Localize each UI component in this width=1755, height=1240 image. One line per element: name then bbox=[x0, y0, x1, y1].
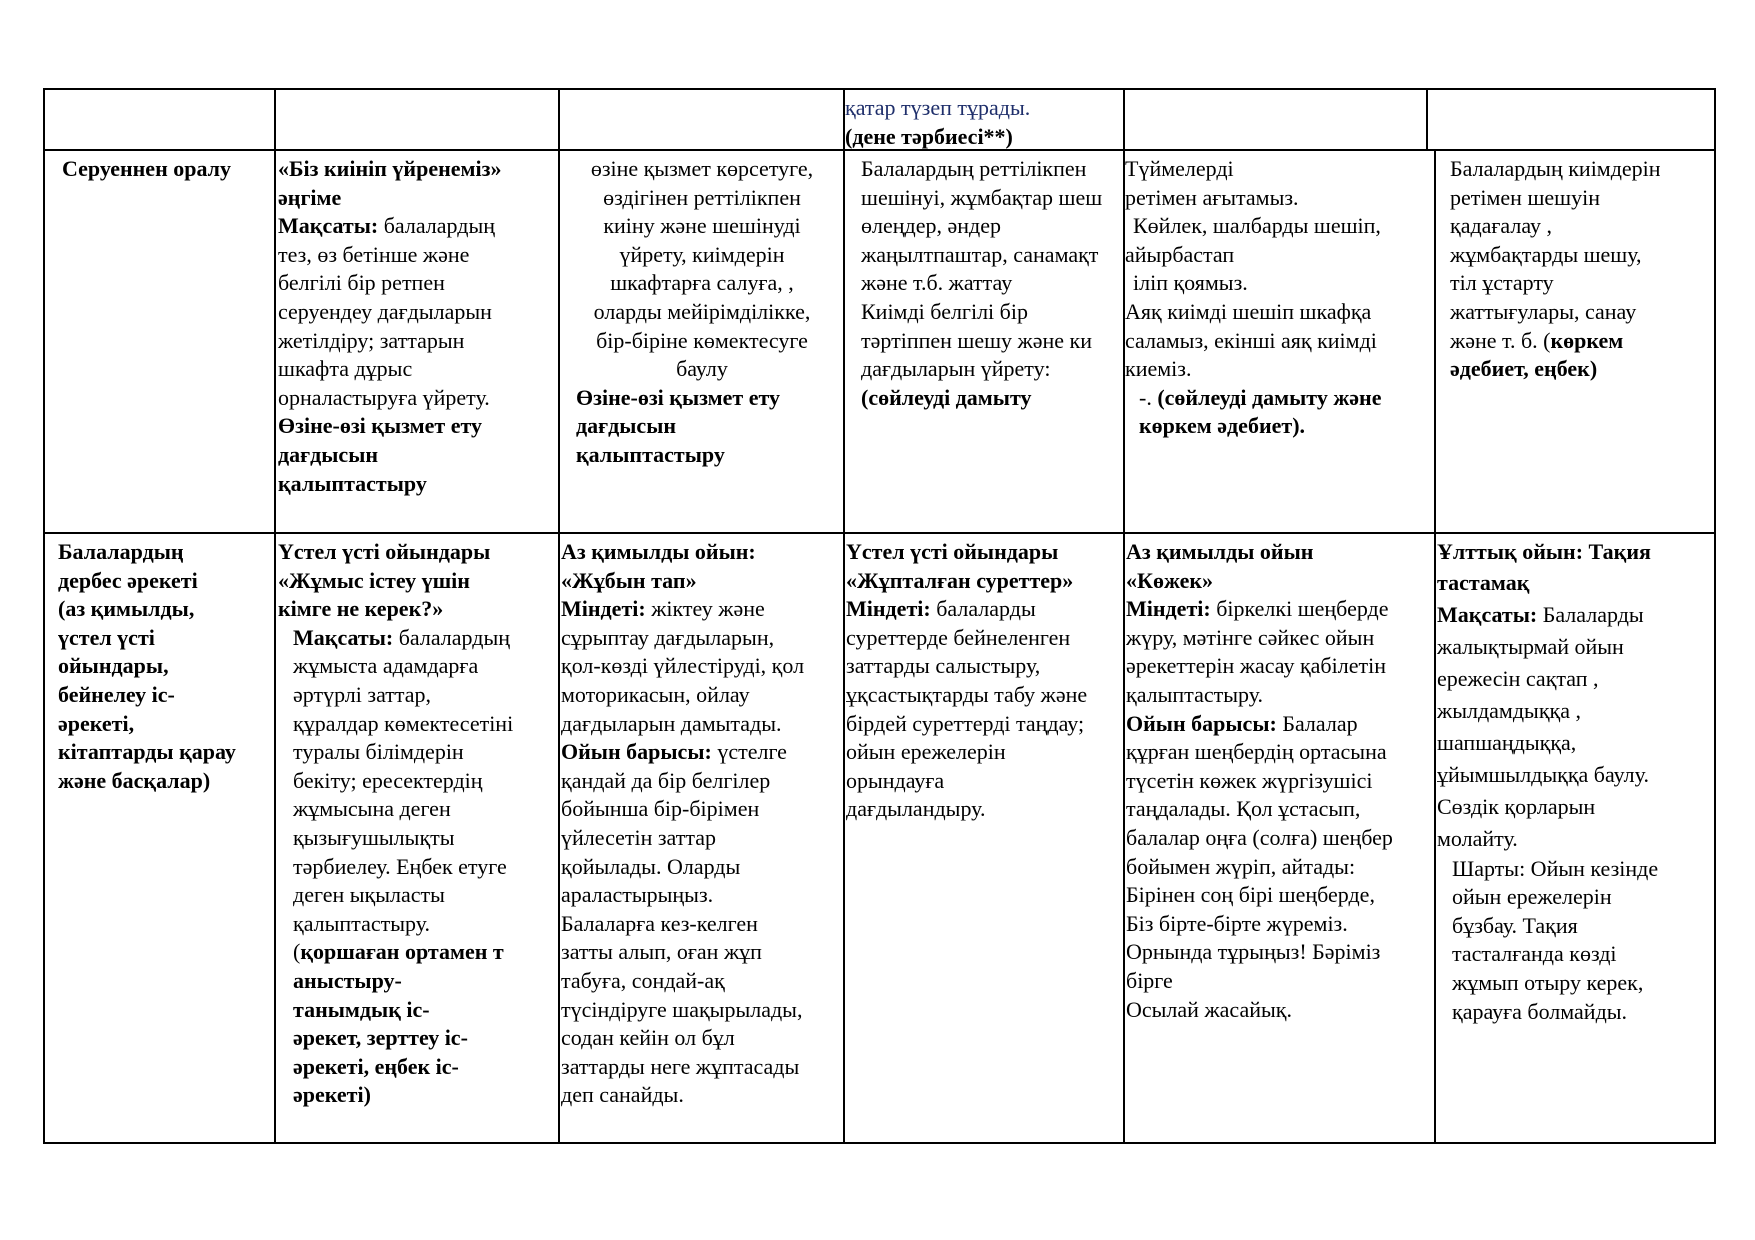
row3-col6-line: қарауға болмайды. bbox=[1452, 998, 1628, 1024]
row3-col5-line: жүру, мәтінге сәйкес ойын bbox=[1126, 624, 1375, 650]
row3-col4-line: орындауға bbox=[846, 767, 945, 793]
row2-col5-line: саламыз, екінші аяқ киімді bbox=[1125, 327, 1377, 353]
row3-col5-line: Балалар bbox=[1276, 710, 1358, 736]
row2-col2-line: тез, өз бетінше және bbox=[278, 241, 470, 267]
row2-col5-dash: -. bbox=[1139, 384, 1158, 410]
row2-col3-line: шкафтарға салуға, , bbox=[610, 270, 794, 296]
row2-col2-line: қалыптастыру bbox=[278, 470, 427, 496]
row3-col5-line: «Көжек» bbox=[1126, 567, 1214, 593]
row3-col3-line: табуға, сондай-ақ bbox=[561, 967, 725, 993]
row3-col1-cell bbox=[58, 538, 236, 795]
table-row-divider-2 bbox=[43, 532, 1716, 534]
row3-col5-line: әрекеттерін жасау қабілетін bbox=[1126, 653, 1386, 679]
row2-col6-line: жұмбақтарды шешу, bbox=[1450, 241, 1642, 267]
row2-col3-line: оларды мейірімділікке, bbox=[593, 298, 811, 324]
row2-col5-line: Аяқ киімді шешіп шкафқа bbox=[1125, 298, 1372, 324]
row3-col3-line: қол-көзді үйлестіруді, қол bbox=[561, 653, 805, 679]
table-border-top bbox=[43, 88, 1716, 90]
row3-col1-line: ойындары, bbox=[58, 653, 169, 679]
row2-col2-line: серуендеу дағдыларын bbox=[278, 298, 492, 324]
row2-col4-line: және т.б. жаттау bbox=[861, 270, 1013, 296]
row3-col3-line: заттарды неге жұптасады bbox=[561, 1053, 800, 1079]
row2-col3-line: бір-біріне көмектесуге bbox=[596, 327, 808, 353]
row2-col5-line: Көйлек, шалбарды шешіп, bbox=[1133, 213, 1381, 239]
row3-col3-line: Аз қимылды ойын: bbox=[561, 539, 756, 564]
row2-col4-cell bbox=[861, 155, 1123, 412]
row3-col3-line: моторикасын, ойлау bbox=[561, 681, 750, 707]
row3-col3-line: «Жұбын тап» bbox=[561, 567, 697, 593]
row3-col4-line: суреттерде бейнеленген bbox=[846, 624, 1071, 650]
row3-col3-line: Балаларға кез-келген bbox=[561, 910, 758, 936]
row3-col2-paren: ( bbox=[293, 939, 301, 965]
row3-col5-line: қалыптастыру. bbox=[1126, 681, 1263, 707]
row3-col1-line: дербес әрекеті bbox=[58, 567, 198, 593]
row2-col5-cell bbox=[1125, 155, 1381, 441]
row3-col6-line: ережесін сақтап , bbox=[1437, 665, 1599, 691]
row3-col2-line: қызығушылықты bbox=[293, 824, 455, 850]
row3-col2-line: «Жұмыс істеу үшін bbox=[278, 567, 470, 593]
row2-col6-cell bbox=[1450, 155, 1661, 384]
row2-col3-line: киіну және шешінуді bbox=[603, 213, 801, 239]
row3-col5-line: Осылай жасайық. bbox=[1126, 996, 1292, 1022]
row3-col4-line: ойын ережелерін bbox=[846, 739, 1006, 765]
row3-col4-line: Үстел үсті ойындары bbox=[846, 539, 1059, 564]
row3-col5-line: бойымен жүріп, айтады: bbox=[1126, 853, 1356, 879]
row2-col4-line: тәртіппен шешу және ки bbox=[861, 327, 1093, 353]
row3-col3-line: үйлесетін заттар bbox=[561, 824, 717, 850]
row2-col2-line: жетілдіру; заттарын bbox=[278, 327, 465, 353]
row2-col4-line: Киімді белгілі бір bbox=[861, 298, 1028, 324]
row2-col2-cell bbox=[278, 155, 501, 498]
row2-col6-line: қадағалау , bbox=[1450, 213, 1553, 239]
row3-col1-line: Балалардың bbox=[58, 539, 184, 564]
row3-col2-line: кімге не керек?» bbox=[278, 596, 444, 622]
row3-col4-line: заттарды салыстыру, bbox=[846, 653, 1041, 679]
row3-col3-label: Міндеті: bbox=[561, 596, 646, 622]
row2-col4-line: дағдыларын үйрету: bbox=[861, 356, 1051, 382]
row2-col5-line: іліп қоямыз. bbox=[1133, 270, 1248, 296]
row2-col5-line: (сөйлеуді дамыту және bbox=[1157, 384, 1382, 410]
table-col-divider-5b bbox=[1434, 149, 1436, 1144]
row2-col5-line: киеміз. bbox=[1125, 356, 1192, 382]
row3-col6-cell bbox=[1437, 538, 1658, 1026]
table-border-left bbox=[43, 88, 45, 1144]
row2-col4-line: өлеңдер, әндер bbox=[861, 213, 1001, 239]
row3-col1-line: бейнелеу іс- bbox=[58, 681, 175, 707]
row3-col3-line: жіктеу және bbox=[645, 596, 765, 622]
row2-col2-line: Өзіне-өзі қызмет ету bbox=[278, 413, 483, 439]
table-col-divider-2 bbox=[558, 88, 560, 1144]
row3-col1-line: (аз қимылды, bbox=[58, 596, 195, 622]
row3-col2-line: жұмысына деген bbox=[293, 796, 451, 822]
row3-col3-line: дағдыларын дамытады. bbox=[561, 710, 782, 736]
row3-col5-cell bbox=[1126, 538, 1434, 1024]
row3-col3-line: үстелге bbox=[711, 739, 787, 765]
row3-col3-line: бойынша бір-бірімен bbox=[561, 796, 760, 822]
row3-col2-line: әрекеті) bbox=[293, 1082, 371, 1108]
row3-col6-line: Балаларды bbox=[1537, 601, 1644, 627]
row3-col6-line: жұмып отыру керек, bbox=[1452, 969, 1644, 995]
row3-col6-line: Шарты: Ойын кезінде bbox=[1452, 855, 1659, 881]
table-col-divider-3 bbox=[843, 88, 845, 1144]
row3-col5-label: Міндеті: bbox=[1126, 596, 1211, 622]
row2-col6-line: әдебиет, еңбек) bbox=[1450, 356, 1598, 382]
row3-col5-line: таңдалады. Қол ұстасып, bbox=[1126, 796, 1361, 822]
row3-col2-line: танымдық іс- bbox=[293, 996, 430, 1022]
row3-col2-line: әртүрлі заттар, bbox=[293, 681, 432, 707]
row3-col4-line: ұқсастықтарды табу және bbox=[846, 681, 1088, 707]
row1-col4-line: қатар түзеп тұрады. bbox=[845, 95, 1031, 120]
row3-col2-line: Үстел үсті ойындары bbox=[278, 539, 491, 564]
row3-col5-line: Біз бірте-бірте жүреміз. bbox=[1126, 910, 1348, 936]
row3-col5-line: біркелкі шеңберде bbox=[1210, 596, 1389, 622]
table-border-bottom bbox=[43, 1142, 1716, 1144]
row3-col3-line: деп санайды. bbox=[561, 1082, 684, 1108]
row3-col6-line: тастамақ bbox=[1437, 569, 1530, 595]
row2-col3-line: қалыптастыру bbox=[576, 441, 725, 467]
row3-col2-line: құралдар көмектесетіні bbox=[293, 710, 514, 736]
row3-col1-line: үстел үсті bbox=[58, 624, 155, 650]
row3-col3-cell bbox=[561, 538, 843, 1110]
row2-col2-line: дағдысын bbox=[278, 441, 379, 467]
row3-col5-line: бірге bbox=[1126, 967, 1173, 993]
row2-col5-line: Түймелерді bbox=[1125, 156, 1234, 181]
row3-col2-line: тәрбиелеу. Еңбек етуге bbox=[293, 853, 507, 879]
row3-col5-line: түсетін көжек жүргізушісі bbox=[1126, 767, 1373, 793]
row2-col4-line: жаңылтпаштар, санамақт bbox=[861, 241, 1099, 267]
row3-col3-line: түсіндіруге шақырылады, bbox=[561, 996, 803, 1022]
row3-col5-line: балалар оңға (солға) шеңбер bbox=[1126, 824, 1393, 850]
row2-col3-line: баулу bbox=[676, 356, 728, 382]
row2-col2-line: шкафта дұрыс bbox=[278, 356, 413, 382]
row2-col6-line: Балалардың киімдерін bbox=[1450, 156, 1661, 181]
row3-col2-cell bbox=[278, 538, 513, 1110]
row3-col4-label: Міндеті: bbox=[846, 596, 931, 622]
row2-col2-line: «Біз киініп үйренеміз» bbox=[278, 156, 502, 181]
row3-col6-line: ұйымшылдыққа баулу. bbox=[1437, 761, 1649, 787]
row3-col6-line: тасталғанда көзді bbox=[1452, 941, 1617, 967]
row3-col3-line: қандай да бір белгілер bbox=[561, 767, 771, 793]
row2-col6-line: және т. б. ( bbox=[1450, 327, 1551, 353]
row3-col5-line: Бірінен соң бірі шеңберде, bbox=[1126, 882, 1375, 908]
row3-col4-cell bbox=[846, 538, 1123, 824]
row3-col1-line: әрекеті, bbox=[58, 710, 135, 736]
row3-col3-line: сұрыптау дағдыларын, bbox=[561, 624, 775, 650]
row3-col3-line: содан кейін ол бұл bbox=[561, 1025, 735, 1051]
row3-col4-line: «Жұпталған суреттер» bbox=[846, 567, 1074, 593]
row2-col3-line: Өзіне-өзі қызмет ету bbox=[576, 384, 781, 410]
row3-col6-line: Ұлттық ойын: Тақия bbox=[1437, 539, 1651, 564]
row3-col2-line: қалыптастыру. bbox=[293, 910, 430, 936]
row3-col2-line: балалардың bbox=[393, 624, 511, 650]
row3-col1-line: және басқалар) bbox=[58, 767, 211, 793]
row-header-title: Серуеннен оралу bbox=[62, 156, 232, 181]
row3-col2-line: қоршаған ортамен т bbox=[300, 939, 504, 965]
row3-col3-line: қойылады. Оларды bbox=[561, 853, 741, 879]
row3-col6-line: Сөздік қорларын bbox=[1437, 793, 1596, 819]
row3-col4-line: дағдыландыру. bbox=[846, 796, 986, 822]
row2-col3-line: дағдысын bbox=[576, 413, 677, 439]
row3-col2-line: туралы білімдерін bbox=[293, 739, 464, 765]
row3-col6-line: молайту. bbox=[1437, 825, 1518, 851]
row3-col6-label: Мақсаты: bbox=[1437, 601, 1538, 627]
row2-col6-line: ретімен шешуін bbox=[1450, 184, 1600, 210]
row3-col6-line: бұзбау. Тақия bbox=[1452, 912, 1578, 938]
row2-col6-line: жаттығулары, санау bbox=[1450, 298, 1637, 324]
row3-col5-label: Ойын барысы: bbox=[1126, 710, 1277, 736]
row2-col2-line: әңгіме bbox=[278, 184, 342, 210]
row2-col5-line: айырбастап bbox=[1125, 241, 1235, 267]
row2-col2-label: Мақсаты: bbox=[278, 213, 379, 239]
table-col-divider-5a bbox=[1426, 88, 1428, 151]
row3-col5-line: Аз қимылды ойын bbox=[1126, 539, 1314, 564]
row2-col2-line: орналастыруға үйрету. bbox=[278, 384, 490, 410]
row3-col6-line: жалықтырмай ойын bbox=[1437, 633, 1624, 659]
row3-col6-line: шапшаңдыққа, bbox=[1437, 729, 1577, 755]
row3-col3-line: затты алып, оған жұп bbox=[561, 939, 762, 965]
row3-col6-line: ойын ережелерін bbox=[1452, 884, 1612, 910]
row3-col2-label: Мақсаты: bbox=[293, 624, 394, 650]
row3-col2-line: деген ықыласты bbox=[293, 882, 445, 908]
row3-col4-line: бірдей суреттерді таңдау; bbox=[846, 710, 1085, 736]
row3-col3-label: Ойын барысы: bbox=[561, 739, 712, 765]
row2-col5-line: ретімен ағытамыз. bbox=[1125, 184, 1299, 210]
row2-col3-line: үйрету, киімдерін bbox=[619, 241, 785, 267]
table-col-divider-1 bbox=[274, 88, 276, 1144]
row3-col1-line: кітаптарды қарау bbox=[58, 739, 236, 765]
row2-col3-line: өзіне қызмет көрсетуге, bbox=[590, 156, 814, 181]
row3-col2-line: әрекеті, еңбек іс- bbox=[293, 1053, 459, 1079]
table-border-right bbox=[1714, 88, 1716, 1144]
row2-col2-line: балалардың bbox=[378, 213, 496, 239]
row3-col6-line: жылдамдыққа , bbox=[1437, 697, 1581, 723]
row2-col6-line: көркем bbox=[1550, 327, 1624, 353]
row2-col5-line: көркем әдебиет). bbox=[1139, 413, 1306, 439]
row3-col3-line: араластырыңыз. bbox=[561, 882, 714, 908]
row2-col4-line: (сөйлеуді дамыту bbox=[861, 384, 1032, 410]
row3-col2-line: жұмыста адамдарға bbox=[293, 653, 479, 679]
row3-col4-line: балаларды bbox=[930, 596, 1036, 622]
row3-col2-line: аныстыру- bbox=[293, 967, 402, 993]
row2-col3-cell bbox=[562, 155, 842, 470]
row2-col3-line: өздігінен реттілікпен bbox=[603, 184, 801, 210]
row3-col2-line: әрекет, зерттеу іс- bbox=[293, 1025, 468, 1051]
row2-col4-line: Балалардың реттілікпен bbox=[861, 156, 1087, 181]
row2-col4-line: шешінуі, жұмбақтар шеш bbox=[861, 184, 1103, 210]
row1-col4-cell bbox=[845, 94, 1030, 151]
row3-col2-line: бекіту; ересектердің bbox=[293, 767, 483, 793]
row3-col5-line: Орнында тұрыңыз! Бәріміз bbox=[1126, 939, 1381, 965]
row2-col1-cell bbox=[62, 155, 231, 184]
row2-col2-line: белгілі бір ретпен bbox=[278, 270, 445, 296]
row3-col5-line: құрған шеңбердің ортасына bbox=[1126, 739, 1387, 765]
row1-col4-tag: (дене тәрбиесі**) bbox=[845, 123, 1013, 149]
row2-col6-line: тіл ұстарту bbox=[1450, 270, 1554, 296]
